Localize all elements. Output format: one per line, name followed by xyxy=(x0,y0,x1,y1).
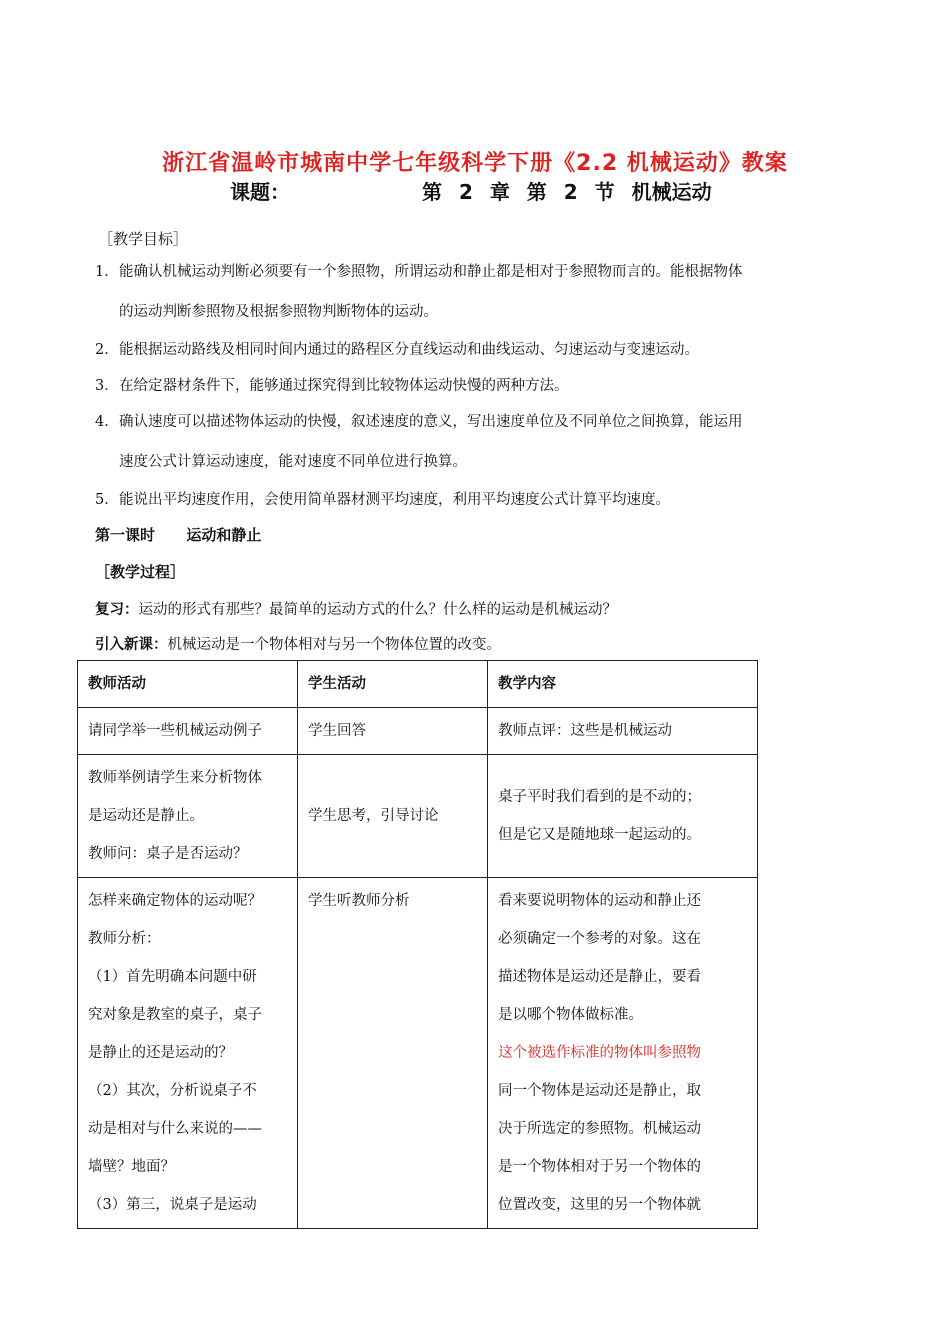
cell-text: 怎样来确定物体的运动呢？ xyxy=(88,893,262,909)
lesson-name: 第 2 章 第 2 节 机械运动 xyxy=(422,180,712,204)
objective-item-2 xyxy=(95,330,865,370)
objective-text: 确认速度可以描述物体运动的快慢，叙述速度的意义，写出速度单位及不同单位之间换算，能运用 xyxy=(119,414,743,430)
cell-text: （3）第三，说桌子是运动 xyxy=(88,1197,257,1213)
objectives-heading: ［教学目标］ xyxy=(98,230,189,248)
cell-text: 描述物体是运动还是静止，要看 xyxy=(498,969,701,985)
objective-number: 2． xyxy=(95,342,119,358)
table-header-row xyxy=(78,661,758,708)
review-label: 复习： xyxy=(95,601,139,618)
cell-text: 看来要说明物体的运动和静止还 xyxy=(498,893,701,909)
page-title: 浙江省温岭市城南中学七年级科学下册《2.2 机械运动》教案 xyxy=(162,151,788,176)
cell-text: 位置改变，这里的另一个物体就 xyxy=(498,1197,701,1213)
review-line xyxy=(95,598,617,619)
intro-label: 引入新课： xyxy=(95,636,168,653)
objective-number: 5． xyxy=(95,492,119,508)
cell-text: 是一个物体相对于另一个物体的 xyxy=(498,1159,701,1175)
objective-text: 在给定器材条件下，能够通过探究得到比较物体运动快慢的两种方法。 xyxy=(119,378,569,394)
cell-text: 教师点评：这些是机械运动 xyxy=(498,723,672,739)
cell-text: 但是它又是随地球一起运动的。 xyxy=(498,827,701,843)
table-cell xyxy=(298,708,488,755)
definition-highlight: 这个被选作标准的物体叫参照物 xyxy=(498,1045,701,1061)
objective-item-5 xyxy=(95,480,865,520)
period-heading: 第一课时 运动和静止 xyxy=(95,526,262,544)
table-row xyxy=(78,755,758,878)
lesson-table xyxy=(77,660,758,1229)
table-row xyxy=(78,878,758,1229)
table-cell xyxy=(488,755,758,878)
cell-text: 教师分析： xyxy=(88,931,161,947)
cell-text: 桌子平时我们看到的是不动的； xyxy=(498,789,701,805)
objective-item-1 xyxy=(95,252,865,332)
cell-text: 学生听教师分析 xyxy=(308,893,410,909)
cell-text: （1）首先明确本问题中研 xyxy=(88,969,257,985)
table-cell xyxy=(78,755,298,878)
cell-text: 请同学举一些机械运动例子 xyxy=(88,723,262,739)
objective-number: 3． xyxy=(95,378,119,394)
objective-number: 4． xyxy=(95,414,119,430)
cell-text: 动是相对与什么来说的—— xyxy=(88,1121,262,1137)
table-cell xyxy=(298,878,488,1229)
cell-text: 是以哪个物体做标准。 xyxy=(498,1007,643,1023)
table-cell xyxy=(78,708,298,755)
objective-text: 能根据运动路线及相同时间内通过的路程区分直线运动和曲线运动、匀速运动与变速运动。 xyxy=(119,342,699,358)
cell-text: 学生思考，引导讨论 xyxy=(308,808,439,824)
table-cell xyxy=(488,708,758,755)
objective-number: 1． xyxy=(95,264,119,280)
cell-text: 究对象是教室的桌子，桌子 xyxy=(88,1007,262,1023)
cell-text: 同一个物体是运动还是静止，取 xyxy=(498,1083,701,1099)
table-header: 学生活动 xyxy=(298,661,488,708)
objective-item-3 xyxy=(95,366,865,406)
cell-text: 是静止的还是运动的？ xyxy=(88,1045,233,1061)
table-cell xyxy=(78,878,298,1229)
cell-text: 决于所选定的参照物。机械运动 xyxy=(498,1121,701,1137)
cell-text: 教师问：桌子是否运动？ xyxy=(88,846,248,862)
intro-text: 机械运动是一个物体相对与另一个物体位置的改变。 xyxy=(167,637,501,653)
cell-text: 是运动还是静止。 xyxy=(88,808,204,824)
objective-text: 的运动判断参照物及根据参照物判断物体的运动。 xyxy=(119,304,438,320)
table-cell xyxy=(488,878,758,1229)
objective-item-4 xyxy=(95,402,865,482)
process-heading: ［教学过程］ xyxy=(95,563,186,581)
table-header: 教师活动 xyxy=(78,661,298,708)
table-row xyxy=(78,708,758,755)
objective-text: 能确认机械运动判断必须要有一个参照物，所谓运动和静止都是相对于参照物而言的。能根据物体 xyxy=(119,264,743,280)
objective-text: 能说出平均速度作用，会使用简单器材测平均速度，利用平均速度公式计算平均速度。 xyxy=(119,492,670,508)
cell-text: 教师举例请学生来分析物体 xyxy=(88,770,262,786)
cell-text: 学生回答 xyxy=(308,723,366,739)
table-header: 教学内容 xyxy=(488,661,758,708)
cell-text: （2）其次，分析说桌子不 xyxy=(88,1083,257,1099)
cell-text: 必须确定一个参考的对象。这在 xyxy=(498,931,701,947)
intro-line xyxy=(95,633,501,654)
review-text: 运动的形式有那些？最简单的运动方式的什么？什么样的运动是机械运动？ xyxy=(138,602,617,618)
table-cell xyxy=(298,755,488,878)
cell-text: 墙壁？地面？ xyxy=(88,1159,175,1175)
objective-text: 速度公式计算运动速度，能对速度不同单位进行换算。 xyxy=(119,454,467,470)
lesson-label: 课题： xyxy=(230,180,290,204)
